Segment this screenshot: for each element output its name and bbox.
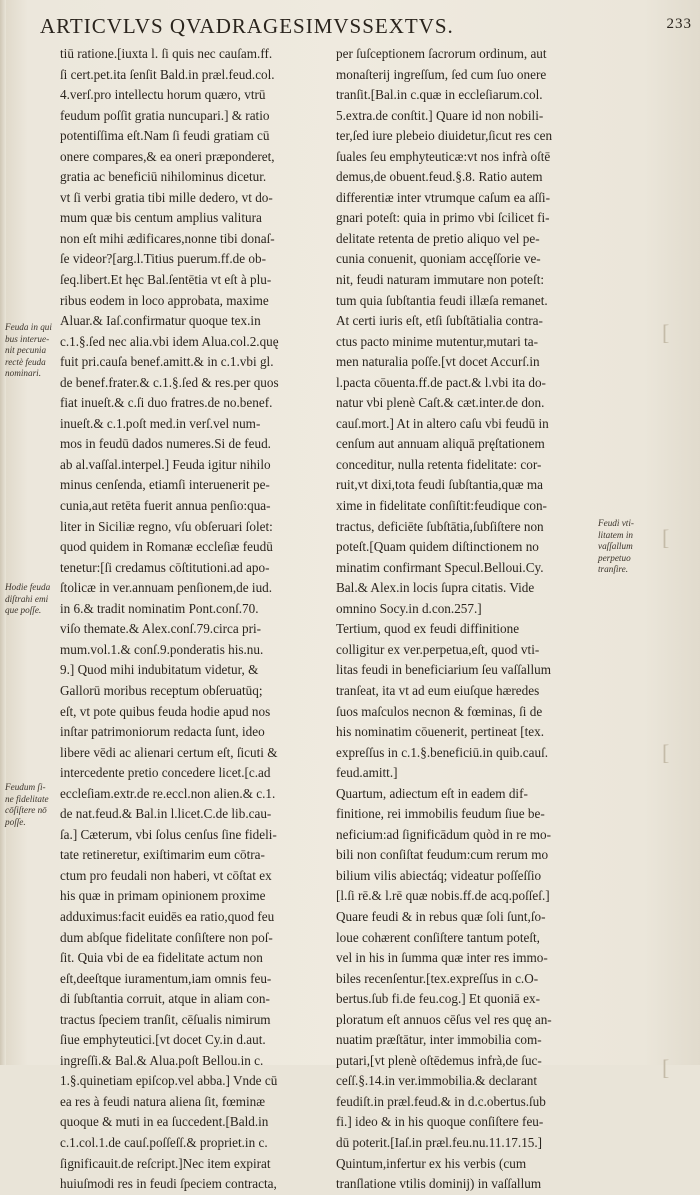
page-number: 233 bbox=[666, 16, 692, 32]
text-line: ingreſſi.& Bal.& Alua.poſt Bellou.in c. bbox=[60, 1052, 264, 1068]
text-line: dū poterit.[Iaſ.in præl.feu.nu.11.17.15.] bbox=[336, 1134, 543, 1150]
text-line: ſe videor?[arg.l.Titius puerum.ff.de ob- bbox=[60, 251, 266, 267]
text-line: loue cohærent conſiſtere tantum poteſt, bbox=[336, 929, 540, 945]
margin-note-feudi-utilitatem bbox=[598, 518, 634, 576]
text-line: minus cenſenda, etiamſi interuenerit pe- bbox=[60, 477, 270, 493]
text-line: his nominatim cōuenerit, pertineat [tex. bbox=[336, 724, 545, 740]
text-line: non eſt mihi ædificares,nonne tibi donaſ- bbox=[60, 230, 275, 246]
text-line: ter,ſed iure plebeio diuidetur,ſicut res cen bbox=[336, 128, 553, 144]
margin-note-line: Feudi vti- bbox=[598, 518, 634, 528]
text-line: finitione, rei immobilis feudum ſiue be- bbox=[336, 806, 545, 822]
margin-note-line: rectè feuda bbox=[5, 356, 46, 367]
text-line: 5.extra.de conſtit.] Quare id non nobili- bbox=[336, 107, 544, 123]
margin-note-line: tranſire. bbox=[598, 564, 629, 574]
text-line: ctus pacto minime mutentur,mutari ta- bbox=[336, 333, 538, 349]
text-line: putari,[vt plenè oſtēdemus infrà,de ſuc- bbox=[336, 1052, 542, 1068]
text-line: tranſit.[Bal.in c.quæ in eccleſiarum.col. bbox=[336, 87, 543, 103]
text-line: mum quæ bis centum amplius valitura bbox=[60, 210, 262, 226]
text-line: dum abſque fidelitate conſiſtere non poſ- bbox=[60, 929, 273, 945]
text-line: tiū ratione.[iuxta l. ſi quis nec cauſam.ff. bbox=[60, 46, 273, 61]
page-gutter-shadow bbox=[0, 0, 6, 1065]
text-line: tractus, deficiēte ſubſtātia,ſubſiſtere non bbox=[336, 518, 544, 534]
text-line: de nat.feud.& Bal.in l.licet.C.de lib.cau- bbox=[60, 806, 272, 822]
text-line: mum.vol.1.& conſ.9.ponderatis his.nu. bbox=[60, 641, 264, 657]
text-line: adduximus:facit euidēs ea ratio,quod feu bbox=[60, 908, 275, 924]
text-line: quod quidem in Romanæ eccleſiæ feudū bbox=[60, 539, 273, 555]
text-line: inſtar patrimoniorum redacta ſunt, ideo bbox=[60, 724, 265, 740]
text-line: tate retineretur, exiſtimarim eum cōtra- bbox=[60, 847, 265, 863]
text-line: fuit pri.cauſa benef.amitt.& in c.1.vbi gl. bbox=[60, 354, 274, 370]
margin-note-feudum-fidelitate bbox=[5, 782, 49, 828]
text-line: ribus eodem in loco approbata, maxime bbox=[60, 292, 269, 308]
margin-note-line: que poſſe. bbox=[5, 605, 42, 615]
right-text-column bbox=[336, 44, 598, 1195]
text-line: [l.ſi rē.& l.rē quæ nobis.ff.de acq.poſſeſ.] bbox=[336, 888, 550, 904]
text-line: ctum pro feudali non haberi, vt cōſtat ex bbox=[60, 867, 272, 883]
running-header bbox=[40, 14, 692, 40]
text-line: vt ſi verbi gratia tibi mille dedero, vt do- bbox=[60, 189, 273, 205]
text-line: tranſlatione vtilis dominij) in vaſſallum bbox=[336, 1176, 542, 1192]
text-line: cauſ.mort.] At in altero caſu vbi feudū in bbox=[336, 415, 549, 431]
margin-note-line: perpetuo bbox=[598, 552, 631, 563]
text-line: litas feudi in beneficiarium ſeu vaſſallum bbox=[336, 662, 551, 678]
text-line: 4.verſ.pro intellectu horum quæro, vtrū bbox=[60, 87, 266, 103]
text-line: ſignificauit.de reſcript.]Nec item expirat bbox=[60, 1155, 271, 1171]
text-line: feud.amitt.] bbox=[336, 765, 398, 781]
text-line: expreſſus in c.1.§.beneficiū.in quib.cauſ. bbox=[336, 744, 549, 760]
text-line: cunia,aut retēta fuerit annua penſio:qua- bbox=[60, 498, 271, 514]
text-line: gratia ac beneficiū nihilominus dicetur. bbox=[60, 169, 267, 185]
text-line: cunia conuenit, quoniam accęſſorie ve- bbox=[336, 251, 541, 267]
text-line: ſeq.libert.Et hęc Bal.ſentētia vt eſt à plu- bbox=[60, 272, 272, 288]
text-line: mos in feudū dados numeres.Si de feud. bbox=[60, 436, 271, 452]
text-line: inueſt.& c.1.poſt med.in verſ.vel num- bbox=[60, 415, 261, 431]
text-line: Quare feudi & in rebus quæ ſoli ſunt,ſo- bbox=[336, 908, 546, 924]
text-line: liter in Siciliæ regno, vſu obſeruari ſolet: bbox=[60, 518, 273, 534]
document-page: ARTICVLVS QVADRAGESIMVSSEXTVS. 233 tiū ratione.[iuxta l. ſi quis nec cauſam.ff. ſi cert.pet.ita ſenſit Bald.in præl.feud.col. 4.verſ.pro intellectu horum quæro, vtrū feudum poſſit gratia nuncupari.] & ratio potentiſſima eſt.Nam ſi feudi gratiam cū onere compares,& ea oneri præponderet, gratia ac beneficiū nihilominus dicetur. vt ſi verbi gratia tibi mille dedero, vt do- mum quæ bis centum amplius valitura non eſt mihi ædificares,nonne tibi donaſ- ſe videor?[arg.l.Titius puerum.ff.de ob- ſeq.libert.Et hęc Bal.ſentētia vt eſt à plu- ribus eodem in loco approbata, maxime Aluar.& Iaſ.confirmatur quoque tex.in c.1.§.ſed nec alia.vbi idem Alua.col.2.quę fuit pri.cauſa benef.amitt.& in c.1.vbi gl. de benef.frater.& c.1.§.ſed & res.per quos fiat inueſt.& c.ſi duo fratres.de no.benef. inueſt.& c.1.poſt med.in verſ.vel num- mos in feudū dados numeres.Si de feud. ab al.vaſſal.interpel.] Feuda igitur nihilo minus cenſenda, etiamſi interuenerit pe- cunia,aut retēta fuerit annua penſio:qua- liter in Siciliæ regno, vſu obſeruari ſolet: quod quidem in Romanæ eccleſiæ feudū tenetur:[ſi credamus cōſtitutioni.ad apo- ſtolicæ in ver.annuam penſionem,de iud. in 6.& tradit nominatim Pont.conſ.70. viſo themate.& Alex.conſ.79.circa pri- mum.vol.1.& conſ.9.ponderatis his.nu. 9.] Quod mihi indubitatum videtur, & Gallorū moribus receptum obſeruatūq; eſt, vt pote quibus feuda hodie apud nos inſtar patrimoniorum redacta ſunt, ideo libere vēdi ac alienari certum eſt, ſicuti & intercedente pretio concedere licet.[c.ad eccleſiam.extr.de re.eccl.non alien.& c.1. de nat.feud.& Bal.in l.licet.C.de lib.cau- ſa.] Cæterum, vbi ſolus cenſus ſine fideli- tate retineretur, exiſtimarim eum cōtra- ctum pro feudali non haberi, vt cōſtat ex his quæ in primam opinionem proxime adduximus:facit euidēs ea ratio,quod feu dum abſque fidelitate conſiſtere non poſ- ſit. Quia vbi de ea fidelitate actum non eſt,deeſtque iuramentum,iam omnis feu- di ſubſtantia corruit, atque in aliam con- tractus ſpeciem tranſit, cēſualis nimirum ſiue emphyteutici.[vt docet Cy.in d.aut. ingreſſi.& Bal.& Alua.poſt Bellou.in c. 1.§.quinetiam epiſcop.vel abba.] Vnde cū ea res à feudi natura aliena ſit, fœminæ quoque & muti in ea ſuccedent.[Bald.in c.1.col.1.de cauſ.poſſeſſ.& propriet.in c. ſignificauit.de reſcript.]Nec item expirat huiuſmodi res in feudi ſpeciem contracta, per ſuſceptionem ſacrorum ordinum, aut monaſterij ingreſſum, ſed cum ſuo onere tranſit.[Bal.in c.quæ in eccleſiarum.col. 5.extra.de conſtit.] Quare id non nobili- ter,ſed iure plebeio diuidetur,ſicut res cen ſuales ſeu emphyteuticæ:vt nos infrà oſtē demus,de obuent.feud.§.8. Ratio autem differentiæ inter vtrumque caſum ea aſſi- gnari poteſt: quia in primo vbi ſcilicet fi- delitate retenta de pretio aliquo vel pe- cunia conuenit, quoniam accęſſorie ve- nit, feudi naturam immutare non poteſt: tum quia ſubſtantia feudi illæſa remanet. At certi iuris eſt, etſi ſubſtātialia contra- ctus pacto minime mutentur,mutari ta- men naturalia poſſe.[vt docet Accurſ.in l.pacta cōuenta.ff.de pact.& l.vbi ita do- natur vbi plenè Caſt.& cæt.inter.de don. cauſ.mort.] At in altero caſu vbi feudū in cenſum aut annuam aliquā pręſtationem conceditur, nulla retenta fidelitate: cor- ruit,vt dixi,tota feudi ſubſtantia,quæ ma xime in fidelitate conſiſtit:feudique con- tractus, deficiēte ſubſtātia,ſubſiſtere non poteſt.[Quam quidem diſtinctionem no minatim confirmant Specul.Belloui.Cy. Bal.& Alex.in locis ſupra citatis. Vide omnino Socy.in d.con.257.] Tertium, quod ex feudi diffinitione colligitur ex ver.perpetua,eſt, quod vti- litas feudi in beneficiarium ſeu vaſſallum tranſeat, ita vt ad eum eiuſque hæredes ſuos maſculos necnon & fœminas, ſi de his nominatim cōuenerit, pertineat [tex. expreſſus in c.1.§.beneficiū.in quib.cauſ. feud.amitt.] Quartum, adiectum eſt in eadem dif- finitione, rei immobilis feudum ſiue be- neficium:ad ſignificādum quòd in re mo- bili non conſiſtat feudum:cum rerum mo bilium vilis abiectáq; videatur poſſeſſio [l.ſi rē.& l.rē quæ nobis.ff.de acq.poſſeſ.] Quare feudi & in rebus quæ ſoli ſunt,ſo- loue cohærent conſiſtere tantum poteſt, vel in his in ſumma quæ inter res immo- biles recenſentur.[tex.expreſſus in c.O- bertus.ſub fi.de feu.cog.] Et quoniā ex- ploratum eſt annuos cēſus vel res quę an- nuatim præſtātur, inter immobilia com- putari,[vt plenè oſtēdemus infrà,de ſuc- ceſſ.§.14.in ver.immobilia.& declarant feudiſt.in præl.feud.& in d.c.obertus.ſub fi.] ideo & in his quoque conſiſtere feu- dū poterit.[Iaſ.in præl.feu.nu.11.17.15.] Quintum,infertur ex his verbis (cum tranſlatione vtilis dominij) in vaſſallum Feuda in qui bus interue- nit pecunia rectè feuda nominari. Hodie feuda diſtrahi emi que poſſe. Feudum ſi- ne fidelitate cōſiſtere nō poſſe. Feudi vti- litatem in vaſſallum perpetuo tranſire. [ [ [ [ bbox=[0, 0, 700, 1065]
text-line: onere compares,& ea oneri præponderet, bbox=[60, 148, 275, 164]
margin-note-line: nominari. bbox=[5, 368, 41, 378]
left-text-column bbox=[60, 44, 328, 1195]
text-line: Bal.& Alex.in locis ſupra citatis. Vide bbox=[336, 580, 535, 596]
text-line: ceſſ.§.14.in ver.immobilia.& declarant bbox=[336, 1073, 538, 1089]
text-line: l.pacta cōuenta.ff.de pact.& l.vbi ita do- bbox=[336, 374, 546, 390]
text-line: tenetur:[ſi credamus cōſtitutioni.ad apo- bbox=[60, 559, 270, 575]
text-line: colligitur ex ver.perpetua,eſt, quod vti- bbox=[336, 641, 540, 657]
margin-note-line: litatem in bbox=[598, 529, 633, 540]
text-line: tractus ſpeciem tranſit, cēſualis nimirum bbox=[60, 1011, 271, 1027]
text-line: ſa.] Cæterum, vbi ſolus cenſus ſine fideli- bbox=[60, 826, 277, 842]
text-line: neficium:ad ſignificādum quòd in re mo- bbox=[336, 826, 551, 842]
text-line: monaſterij ingreſſum, ſed cum ſuo onere bbox=[336, 66, 547, 82]
text-line: quoque & muti in ea ſuccedent.[Bald.in bbox=[60, 1114, 269, 1130]
margin-note-hodie-feuda bbox=[5, 582, 50, 617]
text-line: differentiæ inter vtrumque caſum ea aſſi- bbox=[336, 189, 550, 205]
text-line: biles recenſentur.[tex.expreſſus in c.O- bbox=[336, 970, 539, 986]
text-line: minatim confirmant Specul.Belloui.Cy. bbox=[336, 559, 544, 575]
text-line: eſt, vt pote quibus feuda hodie apud nos bbox=[60, 703, 271, 719]
text-line: nit, feudi naturam immutare non poteſt: bbox=[336, 272, 545, 288]
text-line: 9.] Quod mihi indubitatum videtur, & bbox=[60, 662, 259, 678]
text-line: ſit. Quia vbi de ea fidelitate actum non bbox=[60, 950, 263, 966]
text-line: libere vēdi ac alienari certum eſt, ſicuti & bbox=[60, 744, 278, 760]
text-line: Quartum, adiectum eſt in eadem dif- bbox=[336, 785, 528, 801]
text-line: ab al.vaſſal.interpel.] Feuda igitur nihilo bbox=[60, 456, 271, 472]
margin-note-line: nit pecunia bbox=[5, 345, 47, 355]
text-line: bilium vilis abiectáq; videatur poſſeſſio bbox=[336, 867, 542, 883]
text-line: tranſeat, ita vt ad eum eiuſque hæredes bbox=[336, 682, 540, 698]
text-line: delitate retenta de pretio aliquo vel pe- bbox=[336, 230, 540, 246]
text-line: men naturalia poſſe.[vt docet Accurſ.in bbox=[336, 354, 540, 370]
text-line: huiuſmodi res in feudi ſpeciem contracta, bbox=[60, 1176, 277, 1192]
text-line: natur vbi plenè Caſt.& cæt.inter.de don. bbox=[336, 395, 545, 411]
text-line: cenſum aut annuam aliquā pręſtationem bbox=[336, 436, 545, 452]
text-line: de benef.frater.& c.1.§.ſed & res.per quos bbox=[60, 374, 279, 390]
margin-note-line: vaſſallum bbox=[598, 541, 633, 551]
text-line: omnino Socy.in d.con.257.] bbox=[336, 600, 482, 616]
text-line: ea res à feudi natura aliena ſit, fœminæ bbox=[60, 1093, 266, 1109]
text-line: ſiue emphyteutici.[vt docet Cy.in d.aut. bbox=[60, 1032, 266, 1048]
text-line: ſuos maſculos necnon & fœminas, ſi de bbox=[336, 703, 543, 719]
text-line: feudiſt.in præl.feud.& in d.c.obertus.ſub bbox=[336, 1093, 546, 1109]
text-line: tum quia ſubſtantia feudi illæſa remanet. bbox=[336, 292, 548, 308]
text-line: per ſuſceptionem ſacrorum ordinum, aut bbox=[336, 46, 547, 61]
text-line: bili non conſiſtat feudum:cum rerum mo bbox=[336, 847, 549, 863]
margin-note-line: bus interue- bbox=[5, 333, 50, 344]
text-line: feudum poſſit gratia nuncupari.] & ratio bbox=[60, 107, 270, 123]
text-line: di ſubſtantia corruit, atque in aliam con- bbox=[60, 991, 270, 1007]
margin-note-line: cōſiſtere nō bbox=[5, 805, 47, 815]
text-line: poteſt.[Quam quidem diſtinctionem no bbox=[336, 539, 539, 555]
text-line: viſo themate.& Alex.conſ.79.circa pri- bbox=[60, 621, 262, 637]
text-line: eſt,deeſtque iuramentum,iam omnis feu- bbox=[60, 970, 272, 986]
text-line: 1.§.quinetiam epiſcop.vel abba.] Vnde cū bbox=[60, 1073, 278, 1089]
text-line: eccleſiam.extr.de re.eccl.non alien.& c.1. bbox=[60, 785, 276, 801]
margin-note-line: poſſe. bbox=[5, 816, 26, 827]
margin-note-line: Hodie feuda bbox=[5, 582, 51, 592]
text-line: potentiſſima eſt.Nam ſi feudi gratiam cū bbox=[60, 128, 270, 144]
text-line: ſuales ſeu emphyteuticæ:vt nos infrà oſtē bbox=[336, 148, 551, 164]
text-line: fi.] ideo & in his quoque conſiſtere feu- bbox=[336, 1114, 544, 1130]
margin-note-feuda-pecunia bbox=[5, 322, 52, 380]
text-line: Tertium, quod ex feudi diffinitione bbox=[336, 621, 520, 637]
text-line: Quintum,infertur ex his verbis (cum bbox=[336, 1155, 527, 1171]
text-line: nuatim præſtātur, inter immobilia com- bbox=[336, 1032, 542, 1048]
text-line: ſtolicæ in ver.annuam penſionem,de iud. bbox=[60, 580, 273, 596]
margin-note-line: ne fidelitate bbox=[5, 793, 49, 804]
text-line: bertus.ſub fi.de feu.cog.] Et quoniā ex- bbox=[336, 991, 540, 1007]
margin-note-line: Feudum ſi- bbox=[5, 782, 46, 792]
text-line: ſi cert.pet.ita ſenſit Bald.in præl.feud.col. bbox=[60, 66, 275, 82]
text-line: his quæ in primam opinionem proxime bbox=[60, 888, 266, 904]
running-title: ARTICVLVS QVADRAGESIMVSSEXTVS. bbox=[40, 14, 454, 38]
text-line: fiat inueſt.& c.ſi duo fratres.de no.benef. bbox=[60, 395, 273, 411]
text-line: gnari poteſt: quia in primo vbi ſcilicet fi- bbox=[336, 210, 550, 226]
text-line: conceditur, nulla retenta fidelitate: cor- bbox=[336, 456, 542, 472]
text-line: ploratum eſt annuos cēſus vel res quę an- bbox=[336, 1011, 552, 1027]
text-line: Gallorū moribus receptum obſeruatūq; bbox=[60, 682, 263, 698]
text-line: Aluar.& Iaſ.confirmatur quoque tex.in bbox=[60, 313, 261, 329]
text-line: At certi iuris eſt, etſi ſubſtātialia contra- bbox=[336, 313, 543, 329]
text-line: in 6.& tradit nominatim Pont.conſ.70. bbox=[60, 600, 259, 616]
text-line: intercedente pretio concedere licet.[c.ad bbox=[60, 765, 271, 781]
text-line: c.1.§.ſed nec alia.vbi idem Alua.col.2.quę bbox=[60, 333, 279, 349]
text-line: vel in his in ſumma quæ inter res immo- bbox=[336, 950, 548, 966]
margin-note-line: Feuda in qui bbox=[5, 322, 52, 332]
text-line: c.1.col.1.de cauſ.poſſeſſ.& propriet.in c. bbox=[60, 1134, 268, 1150]
margin-note-line: diſtrahi emi bbox=[5, 593, 49, 604]
text-line: demus,de obuent.feud.§.8. Ratio autem bbox=[336, 169, 543, 185]
text-line: ruit,vt dixi,tota feudi ſubſtantia,quæ ma bbox=[336, 477, 543, 493]
text-line: xime in fidelitate conſiſtit:feudique con- bbox=[336, 498, 547, 514]
